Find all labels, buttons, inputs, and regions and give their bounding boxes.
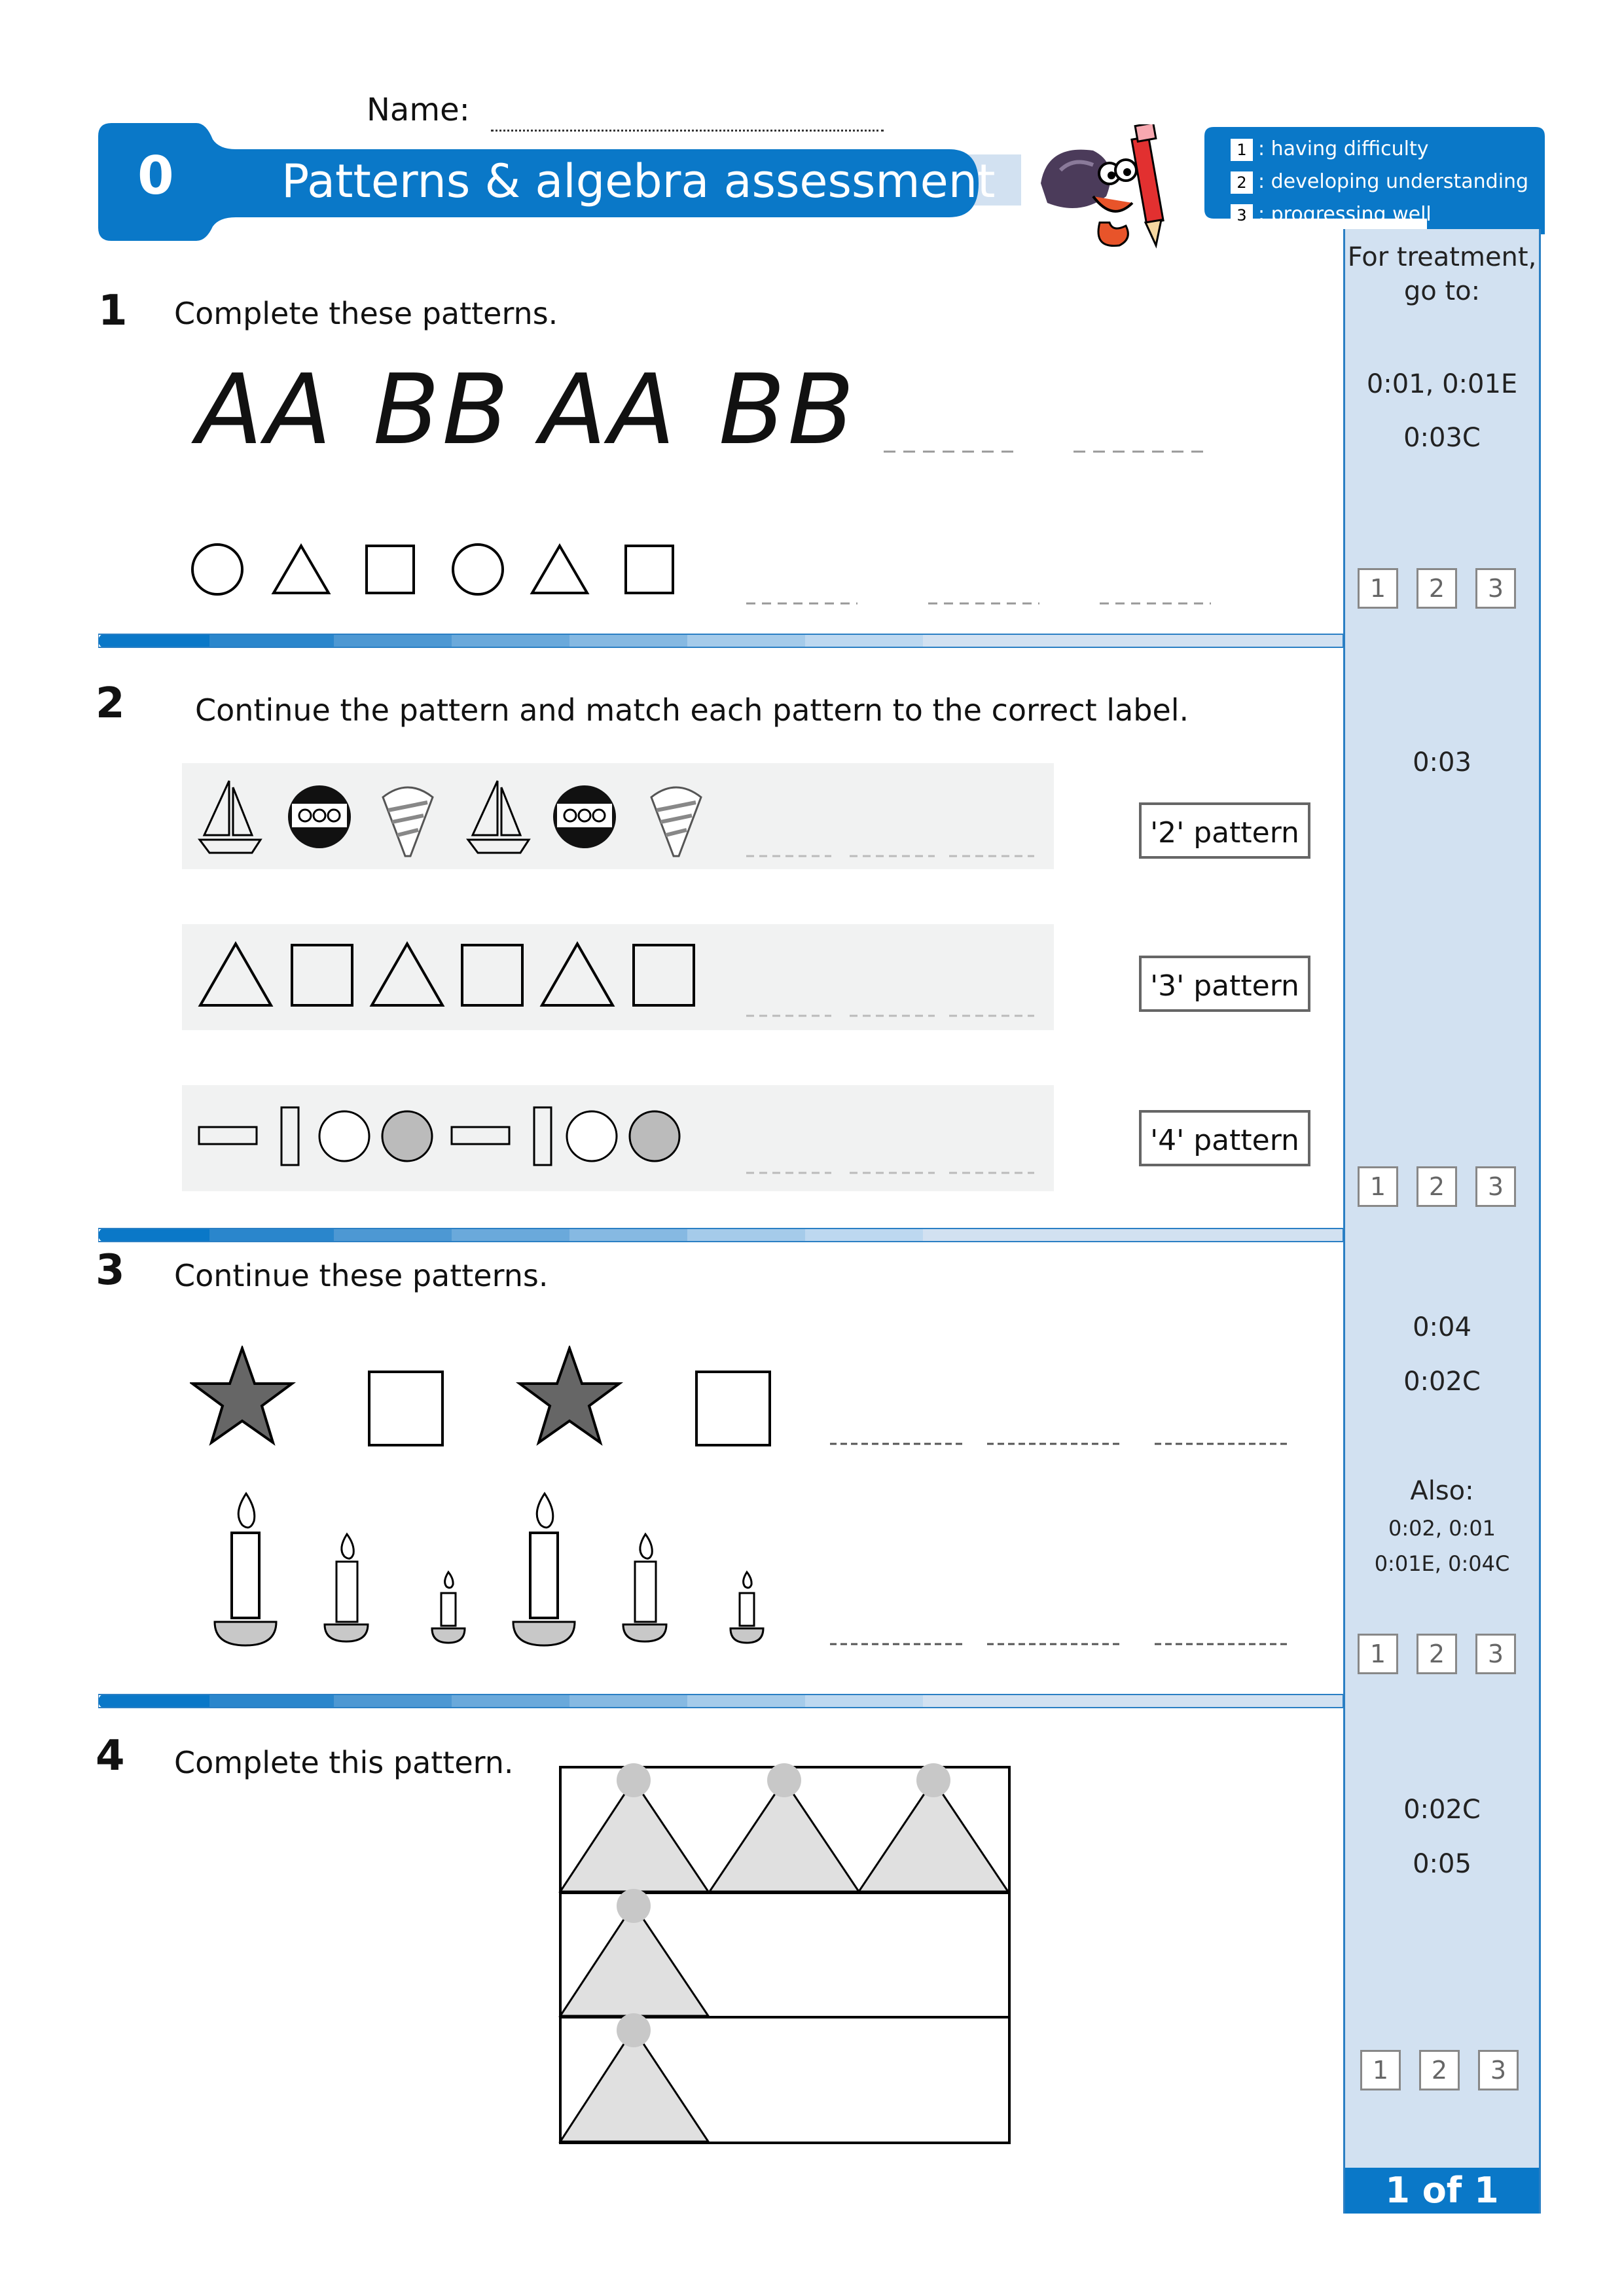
rating-box-3[interactable]: 3 [1475, 1634, 1516, 1674]
section-divider [98, 1694, 1343, 1710]
candle-pattern-row [190, 1491, 1303, 1655]
rating-box-2[interactable]: 2 [1419, 2050, 1460, 2090]
legend-item: 3 : progressing well [1231, 203, 1432, 226]
candle-medium-icon [325, 1534, 368, 1641]
rating-box-1[interactable]: 1 [1358, 1166, 1398, 1207]
name-label: Name: [367, 92, 470, 128]
candle-large-icon [215, 1494, 276, 1645]
question-number: 1 [98, 287, 128, 335]
letter-pattern-item: BB [719, 353, 857, 466]
treatment-ref: 0:04 [1413, 1312, 1471, 1342]
letter-pattern-item: AA [540, 353, 678, 466]
square-shape [626, 546, 673, 593]
square-shape [367, 546, 414, 593]
spinning-top-icon [651, 787, 701, 856]
toy-pattern-row [196, 771, 1047, 863]
also-label: Also: [1410, 1476, 1474, 1506]
treatment-ref: 0:03C [1403, 423, 1481, 453]
triangle-square-pattern-row [196, 939, 1047, 1024]
rect-circle-pattern-row [196, 1105, 1047, 1183]
pattern-label[interactable]: '2' pattern [1139, 802, 1310, 859]
unit-number: 0 [137, 145, 174, 206]
rating-box-1[interactable]: 1 [1358, 1634, 1398, 1674]
treatment-ref: 0:02C [1403, 1367, 1481, 1397]
triangle-shape [532, 546, 587, 593]
hermit-crab-mascot-icon [1021, 124, 1178, 255]
shape-pattern-row [190, 541, 1218, 613]
candle-small-icon [432, 1572, 465, 1643]
candle-medium-icon [623, 1534, 666, 1641]
circle-shape [453, 545, 503, 594]
rating-box-3[interactable]: 3 [1478, 2050, 1519, 2090]
treatment-sidebar [1343, 229, 1541, 2214]
circle-shape [192, 545, 242, 594]
legend-item: 1 : having difficulty [1231, 137, 1428, 161]
rating-box-3[interactable]: 3 [1475, 1166, 1516, 1207]
pattern-label[interactable]: '3' pattern [1139, 956, 1310, 1012]
treatment-ref: 0:02C [1403, 1795, 1481, 1825]
sailboat-icon [200, 781, 261, 853]
section-divider [98, 634, 1343, 649]
question-text: Complete this pattern. [174, 1745, 514, 1780]
question-text: Continue these patterns. [174, 1258, 549, 1293]
star-icon [192, 1348, 292, 1443]
page-title: Patterns & algebra assessment [281, 154, 996, 208]
treatment-ref: 0:01E, 0:04C [1374, 1551, 1510, 1576]
answer-blank[interactable] [884, 445, 1211, 458]
star-square-pattern-row [190, 1346, 1303, 1463]
letter-pattern-item: AA [196, 353, 334, 466]
hat-pattern-grid [558, 1761, 1016, 2147]
treatment-ref: 0:05 [1413, 1849, 1471, 1879]
page-indicator: 1 of 1 [1345, 2168, 1539, 2214]
question-number: 3 [96, 1246, 125, 1295]
rating-box-2[interactable]: 2 [1416, 568, 1457, 609]
sailboat-icon [468, 781, 529, 853]
question-number: 2 [96, 679, 125, 728]
star-icon [520, 1348, 619, 1443]
letter-pattern-item: BB [373, 353, 512, 466]
treatment-ref: 0:01, 0:01E [1366, 369, 1518, 399]
treatment-ref: 0:02, 0:01 [1388, 1516, 1496, 1541]
pattern-label[interactable]: '4' pattern [1139, 1110, 1310, 1166]
rating-box-2[interactable]: 2 [1416, 1166, 1457, 1207]
ball-icon [553, 785, 616, 848]
rating-box-1[interactable]: 1 [1358, 568, 1398, 609]
question-number: 4 [96, 1732, 125, 1780]
candle-small-icon [731, 1572, 763, 1643]
question-text: Complete these patterns. [174, 296, 558, 331]
rating-box-3[interactable]: 3 [1475, 568, 1516, 609]
sidebar-heading-2: go to: [1403, 276, 1481, 306]
legend-item: 2 : developing understanding [1231, 170, 1528, 194]
sidebar-heading-1: For treatment, [1347, 242, 1537, 272]
candle-large-icon [513, 1494, 575, 1645]
rating-box-1[interactable]: 1 [1360, 2050, 1401, 2090]
question-text: Continue the pattern and match each pattern to the correct label. [195, 692, 1189, 728]
spinning-top-icon [383, 787, 433, 856]
ball-icon [288, 785, 351, 848]
triangle-shape [274, 546, 329, 593]
treatment-ref: 0:03 [1413, 747, 1471, 778]
rating-box-2[interactable]: 2 [1416, 1634, 1457, 1674]
section-divider [98, 1228, 1343, 1244]
